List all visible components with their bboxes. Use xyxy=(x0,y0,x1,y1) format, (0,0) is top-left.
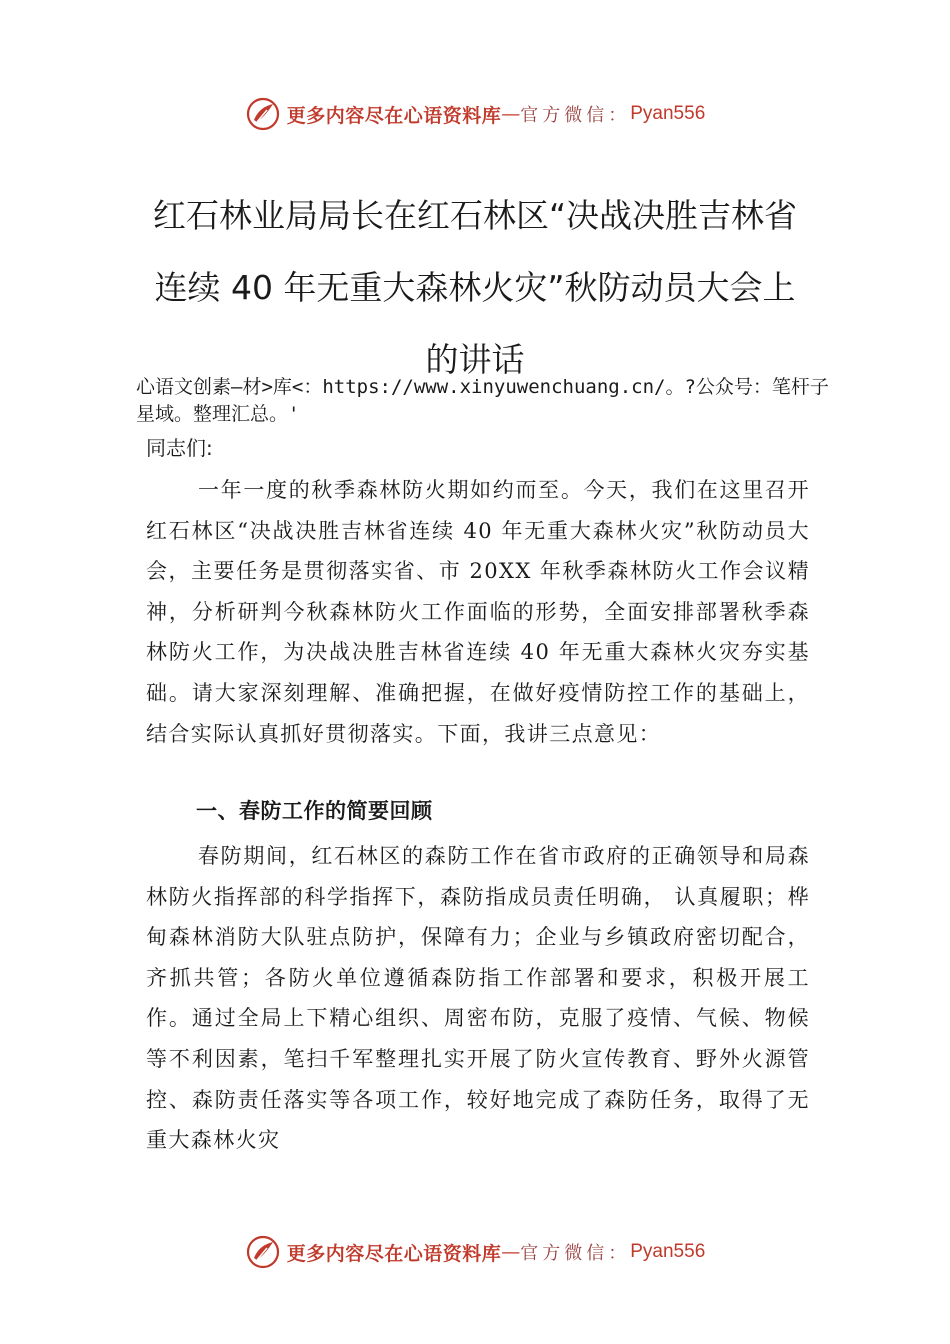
watermark-wechat-id: Pyan556 xyxy=(630,103,706,124)
header-watermark-banner xyxy=(0,94,950,134)
watermark-brand: 更多内容尽在心语资料库 xyxy=(286,1242,502,1265)
logo-icon xyxy=(245,96,281,132)
source-note: 心语文创素—材>库<：https://www.xinyuwenchuang.cn/。?公众号：笔杆子星域。整理汇总。' xyxy=(136,376,829,425)
logo-icon xyxy=(245,1234,281,1270)
watermark-brand: 更多内容尽在心语资料库 xyxy=(286,104,502,127)
document-title: 红石林业局局长在红石林区“决战决胜吉林省连续 40 年无重大森林火灾”秋防动员大会上的讲话 xyxy=(152,196,798,379)
paragraph-spring-review: 春防期间，红石林区的森防工作在省市政府的正确领导和局森林防火指挥部的科学指挥下，森防指成员责任明确， 认真履职；桦甸森林消防大队驻点防护，保障有力；企业与乡镇政府密切配合，齐抓共管；各防火单位遵循森防指工作部署和要求，积极开展工作。通过全局上下精心组织、周密布防，克服了疫情、气候、物候等不利因素，笔扫千军整理扎实开展了防火宣传教育、野外火源管控、森防责任落实等各项工作，较好地完成了森防任务，取得了无重大森林火灾 xyxy=(146,844,810,1153)
section-heading-1: 一、春防工作的简要回顾 xyxy=(196,799,433,823)
watermark-dash: — xyxy=(501,1241,521,1263)
watermark-dash: — xyxy=(501,103,521,125)
greeting: 同志们: xyxy=(146,436,213,460)
watermark-wechat-label: 官方微信： xyxy=(520,1243,631,1264)
paragraph-intro: 一年一度的秋季森林防火期如约而至。今天，我们在这里召开红石林区“决战决胜吉林省连续 40 年无重大森林火灾”秋防动员大会，主要任务是贯彻落实省、市 20XX 年秋季森林防火工作会议精神，分析研判今秋森林防火工作面临的形势，全面安排部署秋季森林防火工作，为决战决胜吉林省连续 40 年无重大森林火灾夯实基础。请大家深刻理解、准确把握，在做好疫情防控工作的基础上，结合实际认真抓好贯彻落实。下面，我讲三点意见： xyxy=(146,478,810,746)
watermark-wechat-id: Pyan556 xyxy=(630,1241,706,1262)
footer-watermark-banner xyxy=(0,1232,950,1272)
watermark-wechat-label: 官方微信： xyxy=(520,105,631,126)
